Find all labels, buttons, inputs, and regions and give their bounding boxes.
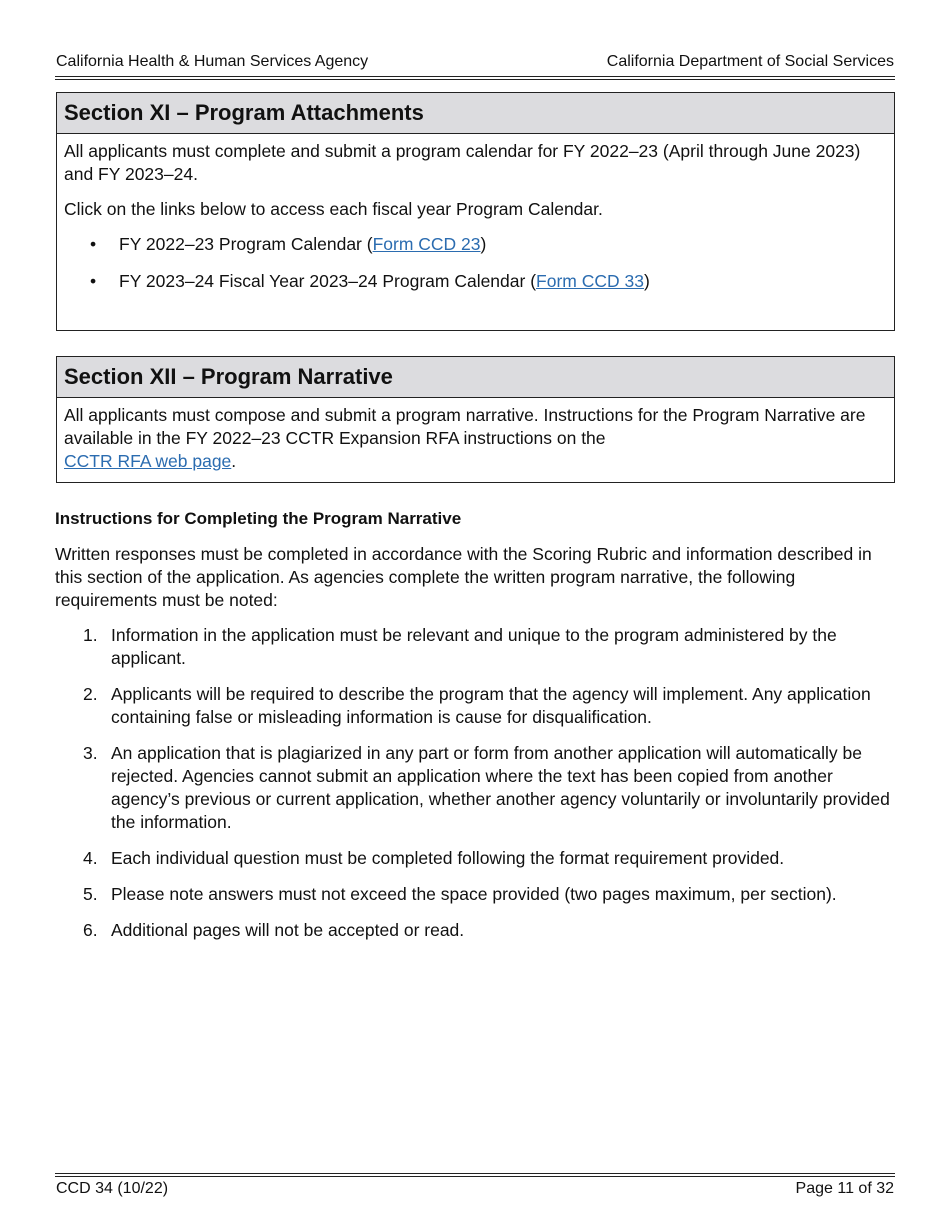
cctr-rfa-web-page-link[interactable]: CCTR RFA web page	[64, 451, 232, 471]
header-rule	[55, 76, 895, 80]
section-xi-box	[56, 92, 895, 331]
list-item: 4. Each individual question must be completed following the format requirement provided.	[83, 848, 785, 868]
page-number: Page 11 of 32	[795, 1180, 894, 1197]
list-item: 3. An application that is plagiarized in any part or form from another application will automatically be rejected. Agencies cannot submit an application where the text has been copied from another agency’s previous or current application, whether another agency voluntarily or involuntarily provided the information.	[83, 743, 890, 832]
footer-rule	[55, 1173, 895, 1177]
section-xi-title: Section XI – Program Attachments	[57, 93, 894, 134]
list-item: 6. Additional pages will not be accepted or read.	[83, 920, 465, 940]
header-department: California Department of Social Services	[606, 53, 894, 70]
header-agency: California Health & Human Services Agency	[56, 53, 369, 70]
list-item: 5. Please note answers must not exceed the space provided (two pages maximum, per section).	[83, 884, 837, 904]
page-footer	[56, 1180, 894, 1198]
bullet-icon: •	[90, 271, 97, 291]
list-item: • FY 2023–24 Fiscal Year 2023–24 Program Calendar (Form CCD 33)	[90, 271, 650, 291]
section-xii-paragraph: All applicants must compose and submit a program narrative. Instructions for the Program Narrative are available in the FY 2022–23 CCTR Expansion RFA instructions on the CCTR RFA web page.	[64, 405, 866, 471]
program-calendar-list	[64, 233, 887, 293]
list-item: 2. Applicants will be required to describe the program that the agency will implement. Any application containing false or misleading information is cause for disqualification.	[83, 684, 871, 727]
section-xi-paragraph-1: All applicants must complete and submit a program calendar for FY 2022–23 (April through June 2023) and FY 2023–24.	[64, 141, 861, 184]
form-ccd-33-link[interactable]: Form CCD 33	[536, 271, 644, 291]
bullet-icon: •	[90, 234, 97, 254]
section-xii-title: Section XII – Program Narrative	[57, 357, 894, 398]
page-header	[56, 53, 894, 71]
requirements-list	[55, 624, 895, 955]
section-xi-paragraph-2: Click on the links below to access each fiscal year Program Calendar.	[64, 199, 603, 219]
list-item: 1. Information in the application must be relevant and unique to the program administered by the applicant.	[83, 625, 837, 668]
section-xi-body	[57, 134, 894, 293]
instructions-intro: Written responses must be completed in accordance with the Scoring Rubric and information described in this section of the application. As agencies complete the written program narrative, the following requirements must be noted:	[55, 544, 872, 610]
form-ccd-23-link[interactable]: Form CCD 23	[372, 234, 481, 254]
instructions-heading: Instructions for Completing the Program Narrative	[55, 509, 462, 528]
section-xii-box	[56, 356, 895, 483]
section-xii-body	[57, 398, 894, 473]
list-item: • FY 2022–23 Program Calendar (Form CCD 23)	[90, 234, 487, 254]
form-number: CCD 34 (10/22)	[56, 1180, 169, 1197]
